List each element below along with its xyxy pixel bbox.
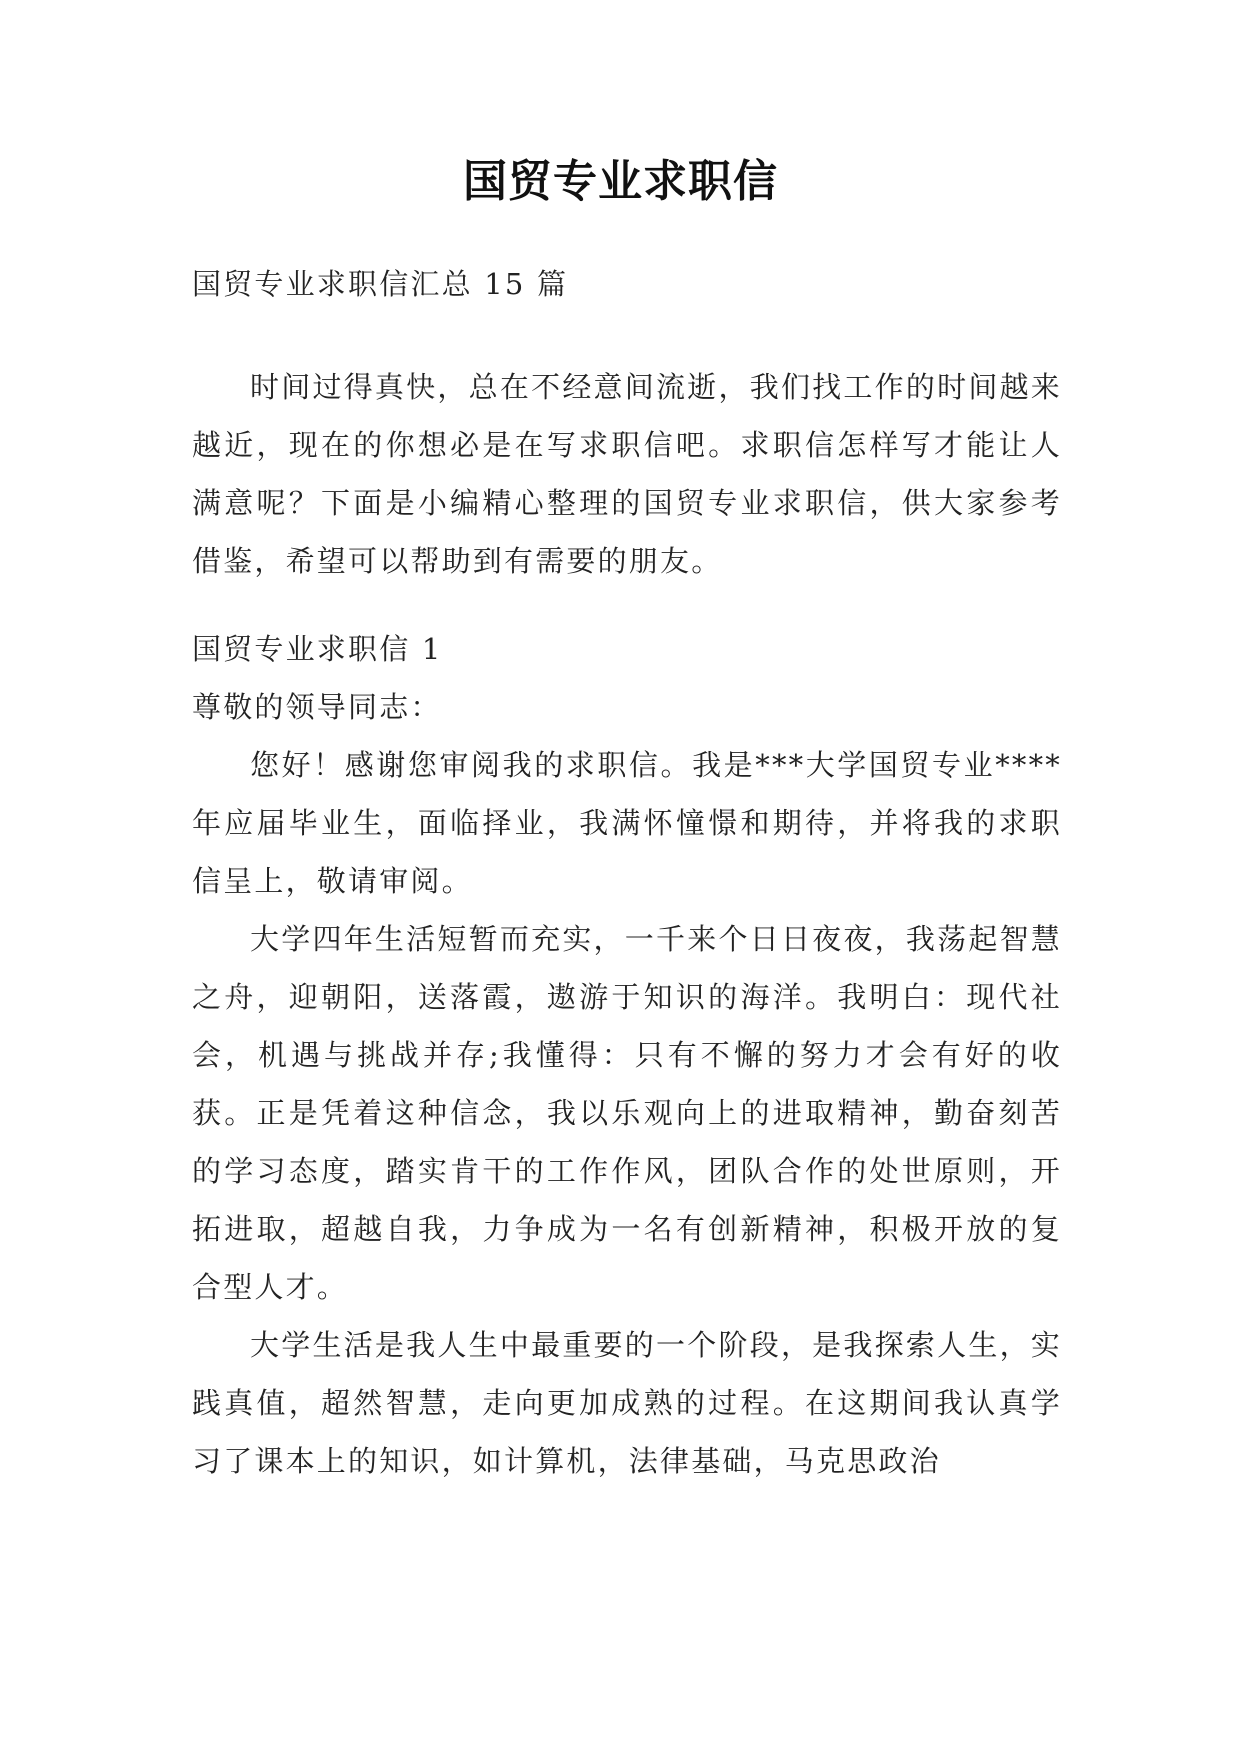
intro-paragraph: 时间过得真快，总在不经意间流逝，我们找工作的时间越来越近，现在的你想必是在写求职信吧。求职信怎样写才能让人满意呢？下面是小编精心整理的国贸专业求职信，供大家参考借鉴，希望可以帮助到有需要的朋友。 bbox=[192, 370, 1062, 578]
letter-body bbox=[192, 620, 1062, 1490]
body-paragraph: 大学生活是我人生中最重要的一个阶段，是我探索人生，实践真值，超然智慧，走向更加成熟的过程。在这期间我认真学习了课本上的知识，如计算机，法律基础，马克思政治 bbox=[192, 1328, 1062, 1478]
salutation: 尊敬的领导同志： bbox=[192, 690, 442, 724]
section-heading: 国贸专业求职信 1 bbox=[192, 632, 443, 666]
body-paragraph: 您好！感谢您审阅我的求职信。我是***大学国贸专业****年应届毕业生，面临择业，我满怀憧憬和期待，并将我的求职信呈上，敬请审阅。 bbox=[192, 748, 1062, 898]
body-paragraph: 大学四年生活短暂而充实，一千来个日日夜夜，我荡起智慧之舟，迎朝阳，送落霞，遨游于知识的海洋。我明白：现代社会，机遇与挑战并存;我懂得：只有不懈的努力才会有好的收获。正是凭着这种信念，我以乐观向上的进取精神，勤奋刻苦的学习态度，踏实肯干的工作作风，团队合作的处世原则，开拓进取，超越自我，力争成为一名有创新精神，积极开放的复合型人才。 bbox=[192, 922, 1062, 1304]
intro-block bbox=[192, 358, 1062, 590]
document-subtitle: 国贸专业求职信汇总 15 篇 bbox=[192, 267, 569, 301]
document-subtitle-block bbox=[192, 255, 1062, 313]
page-title: 国贸专业求职信 bbox=[463, 156, 778, 207]
